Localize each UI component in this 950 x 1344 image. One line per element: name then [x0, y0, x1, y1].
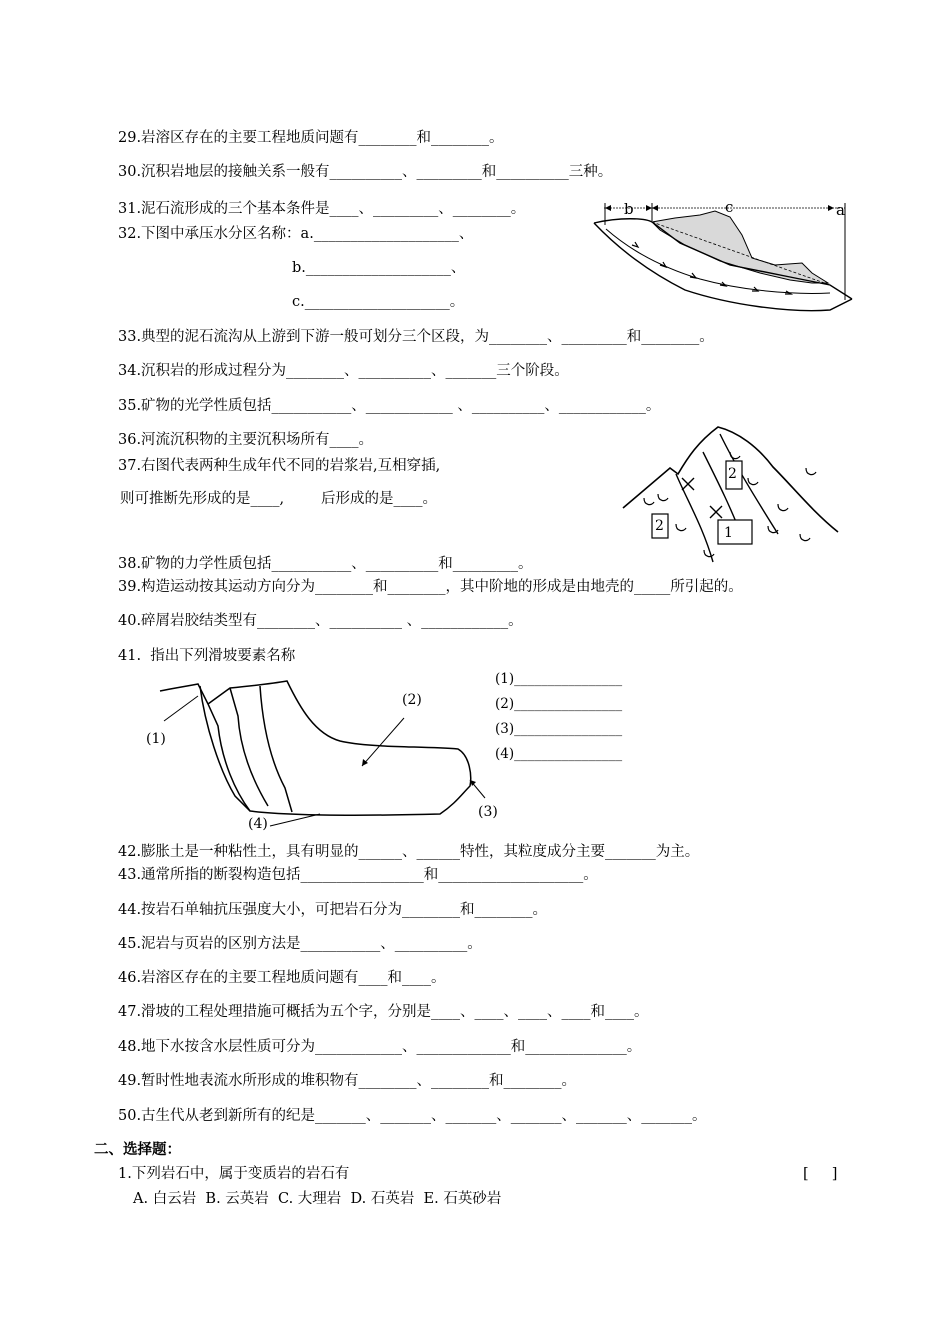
marker-1: (1) [146, 731, 166, 747]
question-32-b: b.____________________、 [292, 260, 466, 276]
question-45: 45.泥岩与页岩的区别方法是___________、__________。 [118, 936, 482, 952]
marker-2: (2) [402, 692, 422, 708]
question-32-c: c.____________________。 [292, 294, 465, 310]
question-44: 44.按岩石单轴抗压强度大小，可把岩石分为________和________。 [118, 902, 548, 918]
label-2-left: 2 [655, 518, 664, 534]
question-32-a: 32.下图中承压水分区名称：a.____________________、 [118, 226, 474, 242]
mc-question-1-options: A. 白云岩 B. 云英岩 C. 大理岩 D. 石英岩 E. 石英砂岩 [133, 1191, 502, 1207]
figure-label-a: a [836, 201, 845, 219]
question-36: 36.河流沉积物的主要沉积场所有____。 [118, 432, 374, 448]
question-37-a: 37.右图代表两种生成年代不同的岩浆岩,互相穿插, [118, 458, 441, 474]
label-2-top: 2 [728, 466, 737, 482]
question-41: 41. 指出下列滑坡要素名称 [118, 648, 296, 664]
magmatic-rock-figure [618, 422, 846, 564]
question-49: 49.暂时性地表流水所形成的堆积物有________、________和________。 [118, 1073, 577, 1089]
mc-question-1-answer-bracket: [ ] [803, 1166, 838, 1182]
landslide-answer-4: (4)________________ [495, 746, 623, 762]
marker-3: (3) [478, 804, 498, 820]
cross-marks [682, 478, 722, 518]
section-title-multiple-choice: 二、选择题： [94, 1141, 181, 1158]
question-29: 29.岩溶区存在的主要工程地质问题有________和________。 [118, 130, 504, 146]
question-46: 46.岩溶区存在的主要工程地质问题有____和____。 [118, 970, 446, 986]
label-1: 1 [724, 525, 733, 541]
pointer-1 [164, 696, 198, 721]
mc-question-1: 1.下列岩石中，属于变质岩的岩石有 [118, 1166, 350, 1182]
question-31: 31.泥石流形成的三个基本条件是____、_________、________。 [118, 201, 526, 217]
pointer-4 [270, 814, 320, 826]
recharge-zone-shading [652, 211, 828, 283]
figure-label-c: c [725, 198, 734, 216]
pointer-2 [362, 718, 404, 766]
slip-surface [200, 686, 250, 811]
confined-aquifer-figure [590, 195, 860, 325]
question-38: 38.矿物的力学性质包括___________、__________和_________。 [118, 556, 533, 572]
question-39: 39.构造运动按其运动方向分为________和________，其中阶地的形成是由地壳的_____所引起的。 [118, 579, 743, 595]
question-40: 40.碎屑岩胶结类型有________、__________ 、____________。 [118, 613, 523, 629]
figure-label-b: b [624, 200, 634, 218]
question-43: 43.通常所指的断裂构造包括_________________和____________________。 [118, 867, 598, 883]
question-42: 42.膨胀土是一种粘性土，具有明显的______、______特性，其粒度成分主要_______为主。 [118, 844, 700, 860]
landslide-figure [140, 676, 520, 836]
question-30: 30.沉积岩地层的接触关系一般有__________、_________和__________三种。 [118, 164, 613, 180]
marker-4: (4) [248, 816, 268, 832]
question-35: 35.矿物的光学性质包括___________、____________ 、__________、____________。 [118, 398, 661, 414]
question-34: 34.沉积岩的形成过程分为________、__________、_______三个阶段。 [118, 363, 569, 379]
question-50: 50.古生代从老到新所有的纪是_______、_______、_______、_______、_______、_______。 [118, 1108, 707, 1124]
question-47: 47.滑坡的工程处理措施可概括为五个字，分别是____、____、____、____和____。 [118, 1004, 649, 1020]
landslide-outline [160, 681, 471, 815]
pointer-arrowheads [362, 759, 476, 786]
question-48: 48.地下水按含水层性质可分为____________、_____________和______________。 [118, 1039, 642, 1055]
question-37-b: 则可推断先形成的是____, 后形成的是____。 [120, 491, 437, 507]
landslide-answer-1: (1)________________ [495, 671, 623, 687]
landslide-answer-2: (2)________________ [495, 696, 623, 712]
dike-edge-left [676, 474, 713, 562]
question-33: 33.典型的泥石流沟从上游到下游一般可划分三个区段，为________、_________和________。 [118, 329, 714, 345]
landslide-answer-3: (3)________________ [495, 721, 623, 737]
